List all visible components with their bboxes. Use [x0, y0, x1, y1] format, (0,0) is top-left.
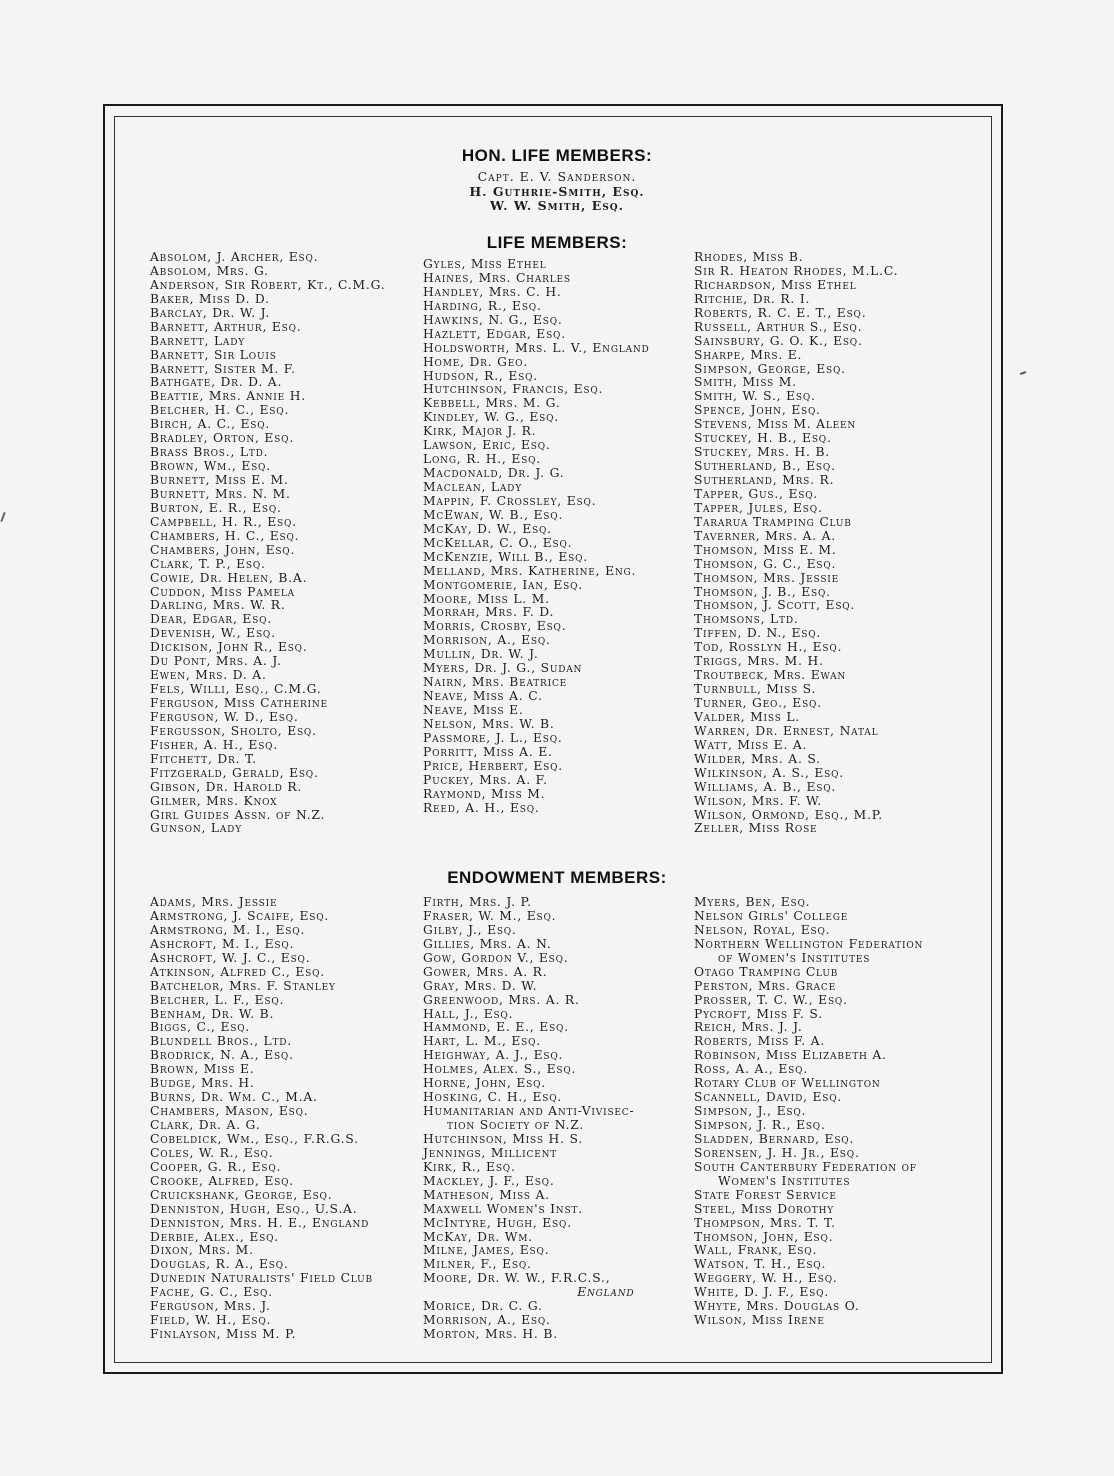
member-entry: Weggery, W. H., Esq.	[694, 1271, 838, 1286]
member-entry: Morrison, A., Esq.	[423, 633, 551, 648]
member-entry: Russell, Arthur S., Esq.	[694, 319, 863, 334]
member-entry: Cruickshank, George, Esq.	[150, 1187, 333, 1202]
member-entry: Denniston, Mrs. H. E., England	[150, 1215, 370, 1230]
member-entry: Armstrong, J. Scaife, Esq.	[150, 908, 330, 923]
member-entry: Cowie, Dr. Helen, B.A.	[150, 570, 308, 585]
member-entry: Porritt, Miss A. E.	[423, 744, 553, 759]
member-entry: Maclean, Lady	[423, 480, 522, 494]
member-entry: Watson, T. H., Esq.	[694, 1257, 827, 1272]
member-entry: Clark, T. P., Esq.	[150, 556, 266, 571]
member-entry: Fergusson, Sholto, Esq.	[150, 723, 317, 738]
member-entry: Fitzgerald, Gerald, Esq.	[150, 765, 319, 780]
member-entry: Hart, L. M., Esq.	[423, 1034, 541, 1049]
member-entry: Girl Guides Assn. of N.Z.	[150, 807, 326, 822]
member-entry: Firth, Mrs. J. P.	[423, 895, 532, 909]
member-entry: Burnett, Miss E. M.	[150, 473, 289, 487]
member-entry: Watt, Miss E. A.	[694, 737, 808, 752]
member-entry: Hammond, E. E., Esq.	[423, 1020, 569, 1035]
member-entry: Kebbell, Mrs. M. G.	[423, 396, 561, 411]
member-entry: Benham, Dr. W. B.	[150, 1006, 275, 1021]
member-entry: Chambers, John, Esq.	[150, 542, 296, 557]
member-entry: Dear, Edgar, Esq.	[150, 612, 273, 627]
member-entry: Mullin, Dr. W. J.	[423, 647, 539, 662]
member-entry: Bradley, Orton, Esq.	[150, 431, 295, 446]
member-entry: Sutherland, B., Esq.	[694, 459, 836, 474]
member-entry: Wilson, Mrs. F. W.	[694, 793, 822, 808]
member-entry: Cuddon, Miss Pamela	[150, 584, 295, 599]
member-entry: Field, W. H., Esq.	[150, 1313, 272, 1328]
member-entry: Moore, Dr. W. W., F.R.C.S.,	[423, 1271, 611, 1286]
member-entry: Nelson, Royal, Esq.	[694, 922, 831, 937]
member-entry: Fraser, W. M., Esq.	[423, 908, 557, 923]
member-entry: Barnett, Sir Louis	[150, 347, 277, 362]
member-entry: Burnett, Mrs. N. M.	[150, 486, 291, 501]
member-entry: Richardson, Miss Ethel	[694, 277, 857, 292]
member-entry: Bathgate, Dr. D. A.	[150, 375, 283, 390]
member-entry: Derbie, Alex., Esq.	[150, 1229, 279, 1244]
member-entry: Milner, F., Esq.	[423, 1257, 532, 1272]
member-entry: Ferguson, W. D., Esq.	[150, 709, 299, 724]
member-entry: Greenwood, Mrs. A. R.	[423, 992, 580, 1007]
ink-mark	[1020, 371, 1026, 375]
member-entry: Absolom, Mrs. G.	[150, 263, 269, 278]
member-entry: Scannell, David, Esq.	[694, 1090, 843, 1105]
member-entry: Du Pont, Mrs. A. J.	[150, 654, 282, 669]
member-entry: Fache, G. C., Esq.	[150, 1285, 273, 1300]
member-entry: Sainsbury, G. O. K., Esq.	[694, 333, 863, 348]
member-entry: Smith, W. S., Esq.	[694, 389, 816, 404]
member-entry: Gower, Mrs. A. R.	[423, 964, 548, 979]
member-entry: Hall, J., Esq.	[423, 1006, 514, 1021]
member-entry: McKenzie, Will B., Esq.	[423, 549, 588, 564]
member-entry: Gunson, Lady	[150, 821, 242, 836]
member-entry: Triggs, Mrs. M. H.	[694, 654, 824, 669]
member-entry: Hazlett, Edgar, Esq.	[423, 326, 566, 341]
member-entry: Robinson, Miss Elizabeth A.	[694, 1048, 887, 1063]
member-entry: Williams, A. B., Esq.	[694, 779, 837, 794]
member-entry: Kindley, W. G., Esq.	[423, 410, 559, 425]
member-entry: Sorensen, J. H. Jr., Esq.	[694, 1145, 860, 1160]
member-entry: Beattie, Mrs. Annie H.	[150, 389, 306, 404]
member-entry: Macdonald, Dr. J. G.	[423, 466, 565, 481]
member-entry: Tapper, Gus., Esq.	[694, 486, 819, 501]
member-entry: Barnett, Sister M. F.	[150, 361, 296, 376]
member-entry: Gyles, Miss Ethel	[423, 257, 547, 271]
member-entry: Dickison, John R., Esq.	[150, 640, 308, 655]
member-entry: Ashcroft, W. J. C., Esq.	[150, 950, 311, 965]
member-entry: Coles, W. R., Esq.	[150, 1145, 274, 1160]
member-entry: Taverner, Mrs. A. A.	[694, 528, 836, 543]
member-entry: Roberts, R. C. E. T., Esq.	[694, 305, 867, 320]
member-entry: Melland, Mrs. Katherine, Eng.	[423, 563, 637, 578]
member-entry: Brown, Miss E.	[150, 1062, 255, 1077]
member-entry: Fels, Willi, Esq., C.M.G.	[150, 682, 322, 697]
member-entry: Wall, Frank, Esq.	[694, 1243, 818, 1258]
life-members-column-1	[150, 251, 385, 836]
member-entry: Burton, E. R., Esq.	[150, 500, 282, 515]
member-entry: Home, Dr. Geo.	[423, 354, 529, 369]
member-entry: Wilson, Ormond, Esq., M.P.	[694, 807, 884, 822]
member-entry: Thomson, J. B., Esq.	[694, 584, 831, 599]
member-entry: Turner, Geo., Esq.	[694, 696, 822, 710]
member-entry: Hutchinson, Francis, Esq.	[423, 382, 604, 397]
member-entry: Finlayson, Miss M. P.	[150, 1327, 297, 1342]
member-entry: Stevens, Miss M. Aleen	[694, 417, 857, 432]
member-entry: Dixon, Mrs. M.	[150, 1243, 254, 1258]
member-entry: McEwan, W. B., Esq.	[423, 507, 564, 522]
endowment-members-column-3	[694, 896, 923, 1328]
member-entry: White, D. J. F., Esq.	[694, 1285, 830, 1300]
member-entry: Adams, Mrs. Jessie	[150, 895, 278, 909]
member-entry: Matheson, Miss A.	[423, 1187, 550, 1202]
member-entry: Morris, Crosby, Esq.	[423, 619, 567, 634]
member-entry: Myers, Ben, Esq.	[694, 895, 811, 909]
hon-life-members-list	[0, 170, 1114, 214]
member-entry: Gibson, Dr. Harold R.	[150, 779, 303, 794]
member-entry: Myers, Dr. J. G., Sudan	[423, 661, 583, 676]
member-entry: Birch, A. C., Esq.	[150, 417, 271, 432]
member-entry: Ferguson, Miss Catherine	[150, 696, 328, 710]
member-entry: Prosser, T. C. W., Esq.	[694, 992, 848, 1007]
member-entry: Absolom, J. Archer, Esq.	[150, 250, 319, 264]
member-entry: Morrison, A., Esq.	[423, 1313, 551, 1328]
member-entry: Thomson, G. C., Esq.	[694, 556, 837, 571]
member-entry: Gillies, Mrs. A. N.	[423, 936, 552, 951]
member-entry: Crooke, Alfred, Esq.	[150, 1173, 294, 1188]
member-entry: Gilby, J., Esq.	[423, 922, 517, 937]
member-entry: Hosking, C. H., Esq.	[423, 1090, 563, 1105]
member-entry: Holmes, Alex. S., Esq.	[423, 1062, 577, 1077]
member-entry: Nelson, Mrs. W. B.	[423, 716, 555, 731]
life-members-column-2	[423, 258, 650, 816]
member-entry: Cooper, G. R., Esq.	[150, 1159, 282, 1174]
member-entry: Belcher, H. C., Esq.	[150, 403, 290, 418]
member-entry: Wilkinson, A. S., Esq.	[694, 765, 845, 780]
member-entry: Simpson, George, Esq.	[694, 361, 846, 376]
member-entry: Sladden, Bernard, Esq.	[694, 1131, 855, 1146]
member-entry: Thomsons, Ltd.	[694, 612, 799, 627]
member-entry: Wilson, Miss Irene	[694, 1313, 825, 1328]
member-entry: McKay, Dr. Wm.	[423, 1229, 533, 1244]
member-entry: Tararua Tramping Club	[694, 514, 852, 529]
member-entry: Tiffen, D. N., Esq.	[694, 626, 822, 641]
member-entry: Steel, Miss Dorothy	[694, 1201, 834, 1216]
member-entry: Valder, Miss L.	[694, 709, 801, 724]
member-entry: Rhodes, Miss B.	[694, 250, 804, 264]
member-entry: Hawkins, N. G., Esq.	[423, 312, 563, 327]
member-entry: Nairn, Mrs. Beatrice	[423, 675, 568, 690]
member-entry: Hudson, R., Esq.	[423, 368, 538, 383]
hon-member: W. W. Smith, Esq.	[490, 198, 624, 213]
ink-mark	[0, 512, 5, 522]
member-entry: of Women's Institutes	[718, 950, 871, 965]
member-entry: Ross, A. A., Esq.	[694, 1062, 808, 1077]
hon-life-members-heading: HON. LIFE MEMBERS:	[461, 146, 653, 165]
member-entry: Armstrong, M. I., Esq.	[150, 922, 306, 937]
member-entry: Mackley, J. F., Esq.	[423, 1173, 555, 1188]
member-entry: Long, R. H., Esq.	[423, 452, 541, 467]
member-entry: Morrah, Mrs. F. D.	[423, 605, 555, 620]
member-entry: Horne, John, Esq.	[423, 1076, 547, 1091]
member-entry: Gow, Gordon V., Esq.	[423, 950, 569, 965]
member-entry: Haines, Mrs. Charles	[423, 270, 571, 285]
member-entry: Reich, Mrs. J. J.	[694, 1020, 803, 1035]
member-entry: Tod, Rosslyn H., Esq.	[694, 640, 843, 655]
member-entry: State Forest Service	[694, 1187, 837, 1202]
member-entry: Rotary Club of Wellington	[694, 1076, 881, 1091]
member-entry: Lawson, Eric, Esq.	[423, 438, 551, 453]
member-entry: Clark, Dr. A. G.	[150, 1118, 261, 1132]
life-members-heading: LIFE MEMBERS:	[486, 233, 628, 252]
member-entry: Dunedin Naturalists' Field Club	[150, 1271, 373, 1286]
member-entry: Roberts, Miss F. A.	[694, 1034, 826, 1049]
member-entry: Gilmer, Mrs. Knox	[150, 793, 278, 808]
member-entry: Belcher, L. F., Esq.	[150, 992, 285, 1007]
hon-member: H. Guthrie-Smith, Esq.	[469, 183, 645, 199]
member-entry: Handley, Mrs. C. H.	[423, 284, 562, 299]
member-entry: Burns, Dr. Wm. C., M.A.	[150, 1090, 318, 1105]
member-entry: Price, Herbert, Esq.	[423, 758, 564, 773]
member-entry: Devenish, W., Esq.	[150, 626, 276, 641]
member-entry: Jennings, Millicent	[423, 1145, 558, 1160]
member-entry: Thompson, Mrs. T. T.	[694, 1215, 836, 1230]
life-members-column-3	[694, 251, 898, 836]
member-entry: Nelson Girls' College	[694, 908, 849, 923]
member-entry: Montgomerie, Ian, Esq.	[423, 577, 583, 592]
member-entry: Maxwell Women's Inst.	[423, 1201, 583, 1216]
member-entry: Thomson, Miss E. M.	[694, 542, 837, 557]
member-entry: Batchelor, Mrs. F. Stanley	[150, 978, 336, 993]
member-entry: Thomson, J. Scott, Esq.	[694, 598, 856, 613]
member-entry: Pycroft, Miss F. S.	[694, 1006, 823, 1021]
endowment-members-column-1	[150, 896, 373, 1342]
member-entry: Warren, Dr. Ernest, Natal	[694, 723, 879, 738]
member-entry: Turnbull, Miss S.	[694, 682, 817, 697]
member-entry: Douglas, R. A., Esq.	[150, 1257, 289, 1272]
endowment-members-column-2	[423, 896, 634, 1342]
member-entry: Otago Tramping Club	[694, 964, 839, 979]
member-entry: Sir R. Heaton Rhodes, M.L.C.	[694, 263, 899, 278]
member-entry: Biggs, C., Esq.	[150, 1020, 251, 1035]
member-entry: Heighway, A. J., Esq.	[423, 1048, 564, 1063]
member-entry: Stuckey, Mrs. H. B.	[694, 445, 830, 460]
member-entry: Morton, Mrs. H. B.	[423, 1327, 558, 1342]
member-entry: McKellar, C. O., Esq.	[423, 535, 573, 550]
member-entry: Holdsworth, Mrs. L. V., England	[423, 340, 650, 355]
member-entry: Brodrick, N. A., Esq.	[150, 1048, 294, 1063]
member-entry: Chambers, H. C., Esq.	[150, 528, 300, 543]
member-entry: Ashcroft, M. I., Esq.	[150, 936, 295, 951]
member-entry: McIntyre, Hugh, Esq.	[423, 1215, 572, 1230]
member-entry: Denniston, Hugh, Esq., U.S.A.	[150, 1201, 358, 1216]
member-entry: Smith, Miss M.	[694, 375, 797, 390]
member-entry: Hutchinson, Miss H. S.	[423, 1131, 583, 1146]
member-entry: Reed, A. H., Esq.	[423, 800, 540, 815]
member-entry: Zeller, Miss Rose	[694, 821, 818, 836]
member-entry: Gray, Mrs. D. W.	[423, 978, 538, 993]
member-entry: Humanitarian and Anti-Vivisec-	[423, 1104, 635, 1119]
member-entry: Thomson, Mrs. Jessie	[694, 570, 840, 585]
member-entry: Fisher, A. H., Esq.	[150, 737, 279, 752]
member-entry: Passmore, J. L., Esq.	[423, 730, 563, 745]
member-entry: Anderson, Sir Robert, Kt., C.M.G.	[150, 277, 386, 292]
member-entry: Mappin, F. Crossley, Esq.	[423, 493, 597, 508]
member-entry: Sharpe, Mrs. E.	[694, 347, 803, 362]
member-entry: Brass Bros., Ltd.	[150, 445, 269, 460]
member-entry: Kirk, Major J. R.	[423, 424, 537, 439]
member-entry: tion Society of N.Z.	[447, 1118, 585, 1132]
hon-member: Capt. E. V. Sanderson.	[477, 169, 637, 184]
member-entry: Barclay, Dr. W. J.	[150, 305, 271, 320]
member-entry: Tapper, Jules, Esq.	[694, 500, 823, 515]
member-entry: Atkinson, Alfred C., Esq.	[150, 964, 325, 979]
member-entry: McKay, D. W., Esq.	[423, 521, 552, 536]
member-entry: Stuckey, H. B., Esq.	[694, 431, 832, 446]
member-entry: Brown, Wm., Esq.	[150, 459, 271, 474]
member-entry: Simpson, J., Esq.	[694, 1104, 807, 1119]
endowment-members-heading: ENDOWMENT MEMBERS:	[447, 868, 667, 887]
member-entry: Troutbeck, Mrs. Ewan	[694, 668, 847, 683]
member-entry: Spence, John, Esq.	[694, 403, 821, 418]
member-entry: Neave, Miss E.	[423, 703, 524, 717]
member-entry: Barnett, Lady	[150, 333, 245, 348]
member-entry: Neave, Miss A. C.	[423, 689, 543, 704]
member-entry: Ewen, Mrs. D. A.	[150, 668, 267, 683]
member-entry: Ritchie, Dr. R. I.	[694, 291, 811, 306]
member-entry: Milne, James, Esq.	[423, 1243, 550, 1258]
member-entry: Wilder, Mrs. A. S.	[694, 751, 821, 766]
member-entry: Chambers, Mason, Esq.	[150, 1104, 309, 1119]
member-entry: Women's Institutes	[718, 1173, 851, 1188]
member-entry: Morice, Dr. C. G.	[423, 1299, 543, 1314]
member-entry: Whyte, Mrs. Douglas O.	[694, 1299, 860, 1314]
member-entry: Budge, Mrs. H.	[150, 1076, 255, 1091]
member-entry: Puckey, Mrs. A. F.	[423, 772, 548, 787]
member-entry: Cobeldick, Wm., Esq., F.R.G.S.	[150, 1131, 359, 1146]
member-entry: Blundell Bros., Ltd.	[150, 1034, 293, 1049]
member-entry: Darling, Mrs. W. R.	[150, 598, 286, 613]
member-entry: Simpson, J. R., Esq.	[694, 1118, 826, 1132]
member-entry: Northern Wellington Federation	[694, 936, 924, 951]
member-entry: South Canterbury Federation of	[694, 1159, 917, 1174]
member-entry: Fitchett, Dr. T.	[150, 751, 257, 766]
member-entry: Raymond, Miss M.	[423, 786, 546, 801]
member-entry: Ferguson, Mrs. J.	[150, 1299, 271, 1314]
member-entry: Moore, Miss L. M.	[423, 591, 550, 606]
member-entry: Kirk, R., Esq.	[423, 1159, 516, 1174]
member-entry: Baker, Miss D. D.	[150, 291, 270, 306]
member-entry: Campbell, H. R., Esq.	[150, 514, 297, 529]
member-entry: Barnett, Arthur, Esq.	[150, 319, 302, 334]
member-entry: England	[577, 1285, 635, 1300]
member-entry: Harding, R., Esq.	[423, 298, 542, 313]
member-entry: Sutherland, Mrs. R.	[694, 473, 835, 487]
member-entry: Perston, Mrs. Grace	[694, 978, 836, 993]
member-entry: Thomson, John, Esq.	[694, 1229, 834, 1244]
